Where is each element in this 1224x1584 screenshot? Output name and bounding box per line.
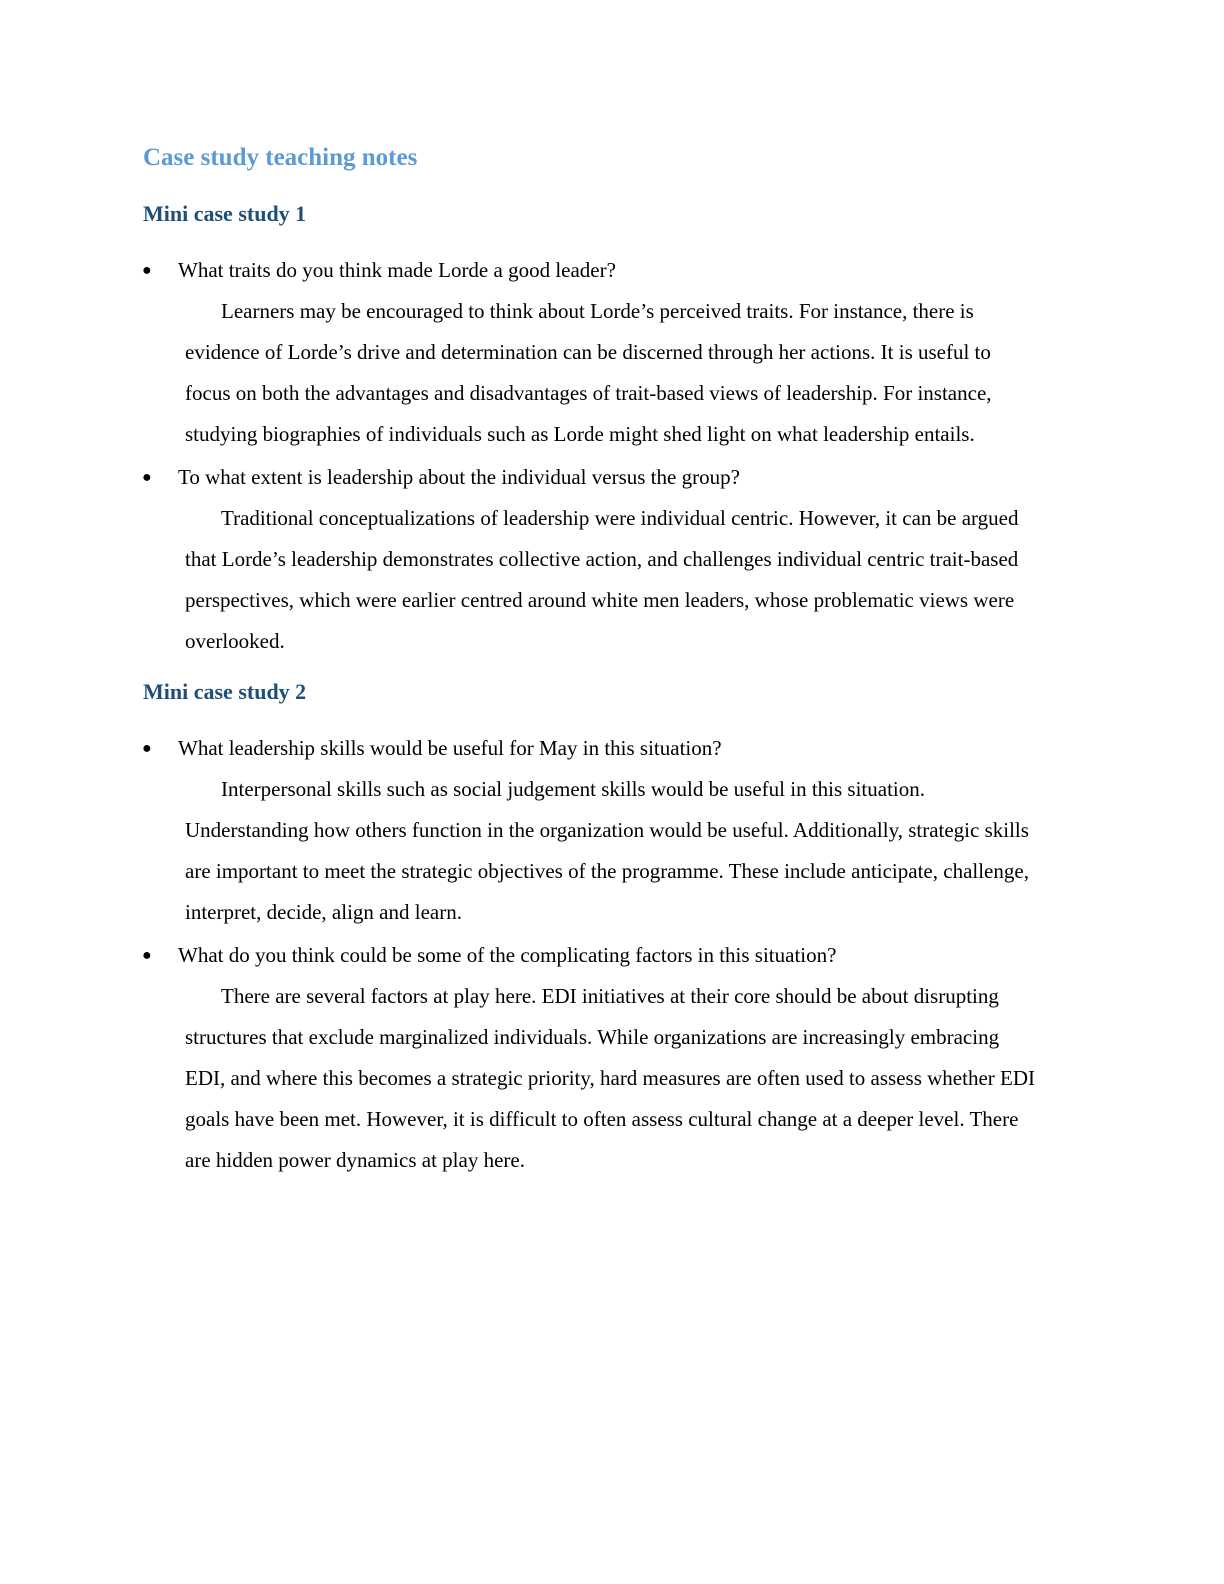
question-2-1 — [143, 728, 1043, 769]
question-text: What traits do you think made Lorde a good leader? — [178, 258, 616, 282]
question-1-1 — [143, 250, 1043, 291]
bullet-icon: ● — [142, 262, 152, 279]
section-heading-1: Mini case study 1 — [143, 201, 307, 226]
bullet-icon: ● — [142, 469, 152, 486]
section-heading-2: Mini case study 2 — [143, 679, 307, 704]
question-2-2 — [143, 935, 1043, 976]
question-text: To what extent is leadership about the individual versus the group? — [178, 465, 740, 489]
bullet-icon: ● — [142, 947, 152, 964]
question-text: What do you think could be some of the complicating factors in this situation? — [178, 943, 837, 967]
question-text: What leadership skills would be useful for May in this situation? — [178, 736, 722, 760]
document-content — [143, 140, 1043, 1183]
answer-2-1: Interpersonal skills such as social judgement skills would be useful in this situation. Understanding how others function in the organization would be useful. Additionally, strategic skills are important to meet the strategic objectives of the programme. These include anticipate, challenge, interpret, decide, align and learn. — [185, 777, 1029, 924]
question-1-2 — [143, 457, 1043, 498]
bullet-icon: ● — [142, 740, 152, 757]
answer-1-1: Learners may be encouraged to think about Lorde’s perceived traits. For instance, there is evidence of Lorde’s drive and determination can be discerned through her actions. It is useful to focus on both the advantages and disadvantages of trait-based views of leadership. For instance, studying biographies of individuals such as Lorde might shed light on what leadership entails. — [185, 299, 992, 446]
answer-2-2: There are several factors at play here. EDI initiatives at their core should be about disrupting structures that exclude marginalized individuals. While organizations are increasingly embracing EDI, and where this becomes a strategic priority, hard measures are often used to assess whether EDI goals have been met. However, it is difficult to often assess cultural change at a deeper level. There are hidden power dynamics at play here. — [185, 984, 1036, 1172]
document-title: Case study teaching notes — [143, 144, 418, 171]
answer-1-2: Traditional conceptualizations of leadership were individual centric. However, it can be argued that Lorde’s leadership demonstrates collective action, and challenges individual centric trait-based perspectives, which were earlier centred around white men leaders, whose problematic views were overlooked. — [185, 506, 1019, 653]
